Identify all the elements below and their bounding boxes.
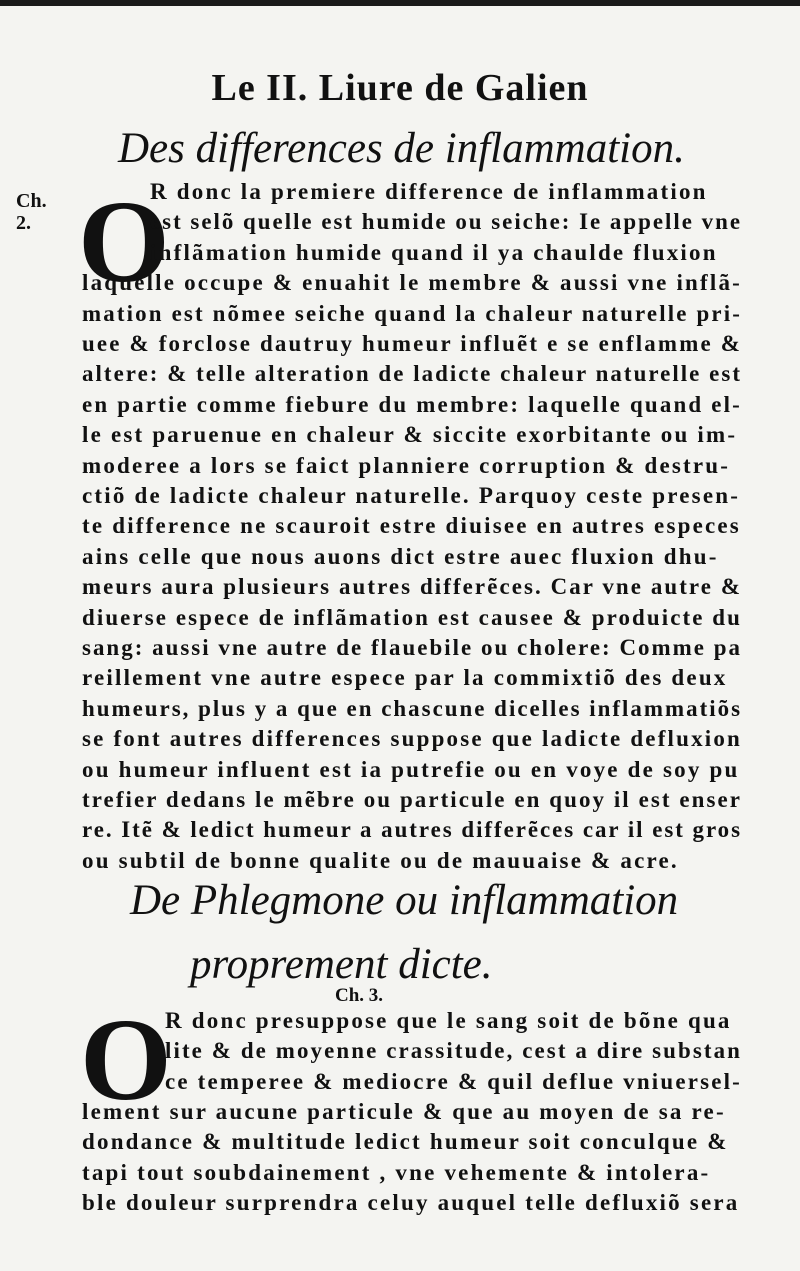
drop-cap-1: O [78,176,170,307]
text-line: moderee a lors se faict planniere corruption & destru- [82,452,731,478]
text-line: le est paruenue en chaleur & siccite exorbitante ou im- [82,422,738,448]
text-line: humeurs, plus y a que en chascune dicelles inflammatiõs [82,695,742,721]
page-top-edge [0,0,800,6]
text-line: tapi tout soubdainement , vne vehemente & intolera- [82,1159,711,1185]
text-line: trefier dedans le mẽbre ou particule en quoy il est enser [82,787,742,812]
text-line: te difference ne scauroit estre diuisee en autres especes [82,513,741,539]
text-line: en partie comme fiebure du membre: laquelle quand el- [82,391,742,417]
text-line: ou subtil de bonne qualite ou de mauuaise & acre. [82,847,679,873]
text-line: mation est nõmee seiche quand la chaleur naturelle pri- [82,300,742,326]
text-line: lite & de moyenne crassitude, cest a dire substan [165,1038,742,1064]
text-line: meurs aura plusieurs autres differẽces. Car vne autre & [82,574,742,600]
text-line: re. Itẽ & ledict humeur a autres differẽces car il est gros [82,817,742,843]
section-heading-phlegmone: De Phlegmone ou inflammation [130,877,679,924]
text-line: est selõ quelle est humide ou seiche: Ie appelle vne [150,209,742,235]
text-line: ains celle que nous auons dict estre auec fluxion dhu- [82,543,719,569]
text-line: se font autres differences suppose que ladicte defluxion [82,726,742,752]
text-line: laquelle occupe & enuahit le membre & aussi vne inflã- [82,270,742,296]
text-line: ou humeur influent est ia putrefie ou en voye de soy pu [82,756,740,782]
drop-cap-2: O [80,994,172,1125]
text-line: ble douleur surprendra celuy auquel telle defluxiõ sera [82,1189,740,1215]
text-line: lement sur aucune particule & que au moyen de sa re- [82,1098,726,1124]
text-line: ctiõ de ladicte chaleur naturelle. Parquoy ceste presen- [82,483,741,508]
chapter-note: Ch. 3. [335,985,384,1006]
text-line: inflãmation humide quand il ya chaulde fluxion [150,239,718,265]
section-heading-differences: Des differences de inflammation. [118,125,685,172]
text-line: R donc presuppose que le sang soit de bõne qua [165,1008,732,1033]
text-line: R donc la premiere difference de inflammation [150,179,708,204]
text-line: sang: aussi vne autre de flauebile ou cholere: Comme pa [82,635,742,660]
text-line: uee & forclose dautruy humeur influẽt e se enflamme & [82,331,742,356]
text-line: dondance & multitude ledict humeur soit conculque & [82,1129,729,1155]
margin-chapter-note: Ch. 2. [16,190,47,234]
text-line: ce temperee & mediocre & quil deflue vniuersel- [165,1068,742,1094]
section-heading-phlegmone-cont: proprement dicte. [190,941,493,988]
text-line: altere: & telle alteration de ladicte chaleur naturelle est [82,361,742,387]
running-header: Le II. Liure de Galien [211,67,589,109]
text-line: diuerse espece de inflãmation est causee & produicte du [82,604,742,630]
text-line: reillement vne autre espece par la commixtiõ des deux [82,665,728,691]
